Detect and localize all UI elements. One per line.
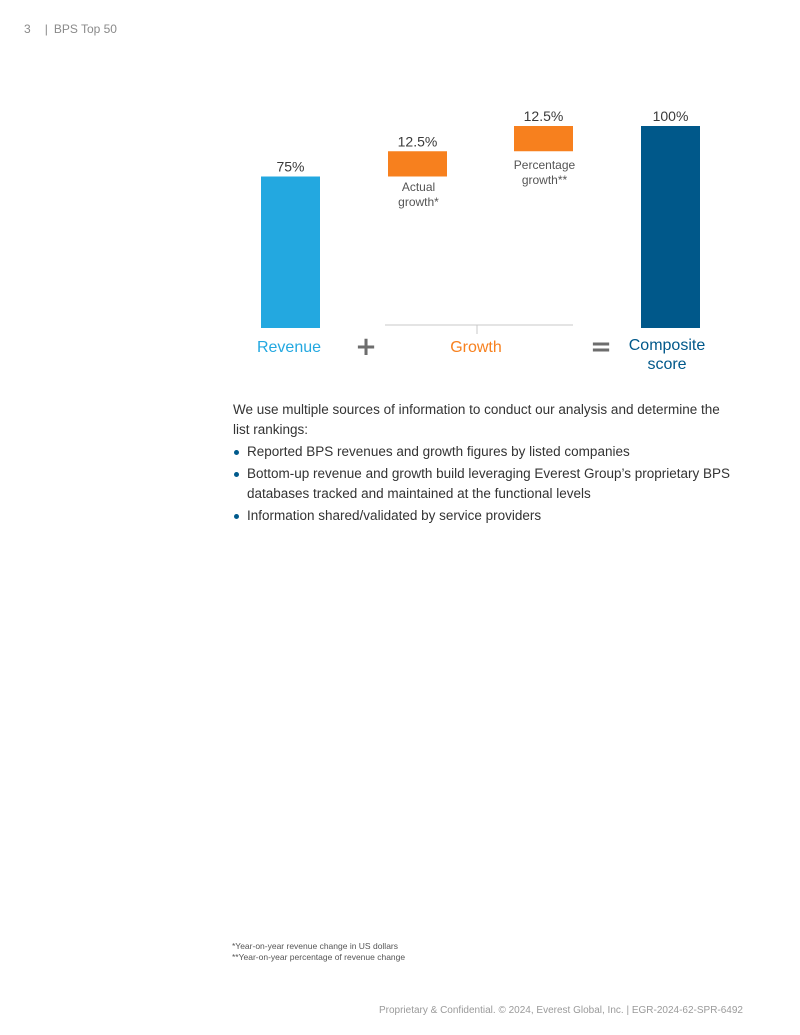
composite-score-chart (0, 0, 800, 385)
sources-list (233, 442, 733, 526)
bar-annotation: Percentage (513, 158, 576, 172)
bar-value-label: 12.5% (397, 133, 438, 150)
list-item (233, 506, 733, 526)
page-footer: Proprietary & Confidential. © 2024, Everest Global, Inc. | EGR-2024-62-SPR-6492 (378, 1005, 743, 1016)
footnotes (232, 941, 405, 963)
list-item (233, 464, 733, 504)
bar-annotation: growth** (521, 173, 568, 187)
list-item-text: Reported BPS revenues and growth figures by listed companies (247, 444, 630, 459)
category-label-composite: Composite (628, 337, 706, 354)
bullet-icon (234, 450, 239, 455)
list-item-text: Bottom-up revenue and growth build leveraging Everest Group’s proprietary BPS databases tracked and maintained at the functional levels (247, 466, 731, 501)
methodology-text (233, 400, 733, 528)
header-separator: | (44, 22, 48, 36)
intro-paragraph: We use multiple sources of information to conduct our analysis and determine the list rankings: (233, 402, 720, 437)
bar-annotation: Actual (401, 180, 436, 194)
bar-value-label: 75% (276, 158, 305, 175)
bar-value-label: 12.5% (523, 108, 564, 124)
report-title: BPS Top 50 (53, 22, 117, 36)
bar-actual-growth (388, 151, 447, 176)
list-item-text: Information shared/validated by service providers (247, 508, 542, 523)
list-item (233, 442, 733, 462)
equals-icon: = (590, 332, 612, 362)
bar-percentage-growth (514, 126, 573, 151)
bar-revenue (261, 177, 320, 329)
category-label-revenue: Revenue (256, 339, 322, 356)
bullet-icon (234, 514, 239, 519)
bar-annotation: growth* (398, 195, 439, 209)
footnote: *Year-on-year revenue change in US dollars (232, 941, 399, 951)
bullet-icon (234, 472, 239, 477)
page-number: 3 (24, 22, 31, 36)
category-label-growth: Growth (450, 339, 502, 356)
bar-value-label: 100% (652, 108, 689, 124)
footnote: **Year-on-year percentage of revenue change (232, 952, 406, 962)
category-label-composite: score (647, 356, 687, 373)
bar-composite (641, 126, 700, 328)
plus-icon: + (355, 332, 377, 362)
